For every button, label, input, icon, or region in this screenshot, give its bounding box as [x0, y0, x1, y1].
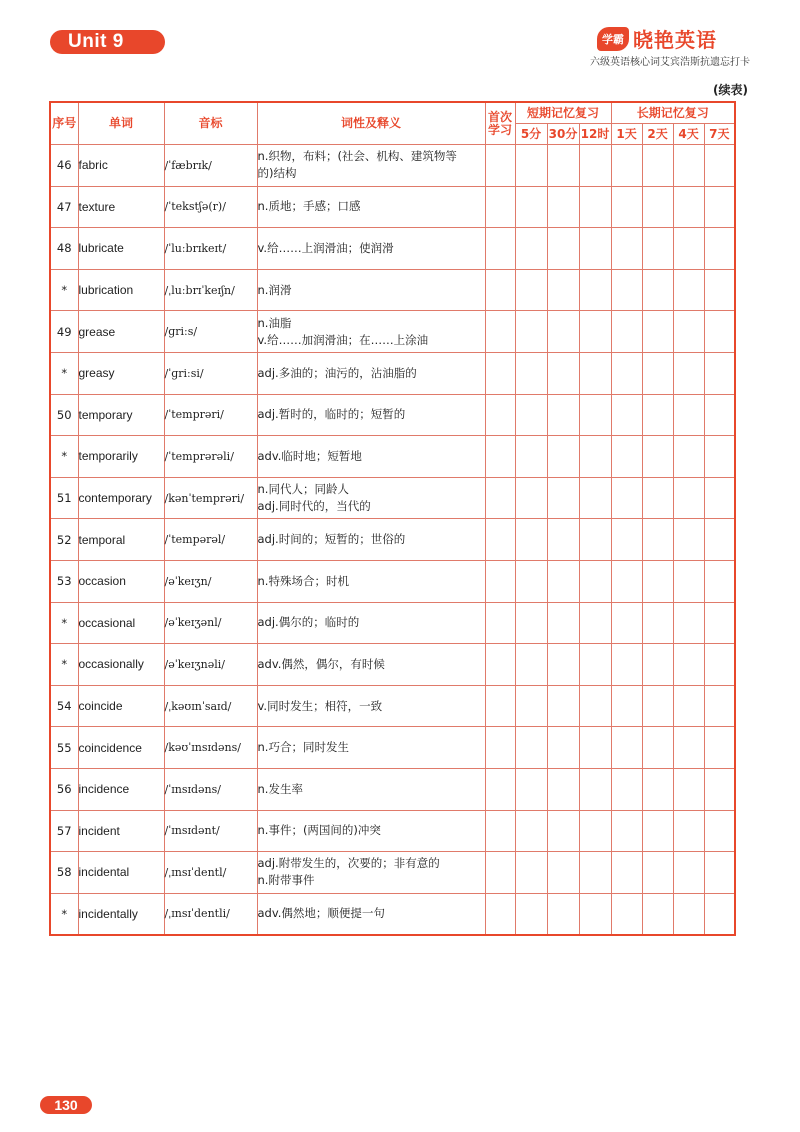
table-row	[50, 352, 735, 394]
check-short-5min[interactable]	[515, 560, 547, 602]
row-definition	[257, 519, 485, 561]
table-row	[50, 602, 735, 644]
definition-line: n.发生率	[257, 781, 303, 796]
check-long-2d[interactable]	[642, 644, 673, 686]
check-short-12h[interactable]	[579, 685, 611, 727]
row-definition	[257, 269, 485, 311]
definition-line: n.巧合；同时发生	[257, 740, 349, 755]
check-long-2d[interactable]	[642, 145, 673, 187]
check-short-30min[interactable]	[547, 145, 579, 187]
check-long-2d[interactable]	[642, 394, 673, 436]
check-short-5min[interactable]	[515, 186, 547, 228]
row-definition	[257, 145, 485, 187]
check-first-study[interactable]	[485, 810, 515, 852]
check-long-1d[interactable]	[611, 768, 642, 810]
row-number: 54	[50, 685, 78, 727]
row-phonetic: /əˈkeɪʒənl/	[164, 602, 257, 644]
check-long-2d[interactable]	[642, 436, 673, 478]
check-long-4d[interactable]	[673, 852, 704, 894]
check-long-7d[interactable]	[704, 602, 735, 644]
check-long-7d[interactable]	[704, 644, 735, 686]
check-short-5min[interactable]	[515, 477, 547, 519]
check-short-30min[interactable]	[547, 311, 579, 353]
check-short-30min[interactable]	[547, 477, 579, 519]
check-long-7d[interactable]	[704, 852, 735, 894]
check-short-30min[interactable]	[547, 644, 579, 686]
check-short-12h[interactable]	[579, 352, 611, 394]
check-long-7d[interactable]	[704, 394, 735, 436]
check-long-2d[interactable]	[642, 685, 673, 727]
row-number: 53	[50, 560, 78, 602]
check-short-5min[interactable]	[515, 810, 547, 852]
row-number: *	[50, 644, 78, 686]
check-short-12h[interactable]	[579, 560, 611, 602]
row-definition	[257, 768, 485, 810]
row-phonetic: /əˈkeɪʒnəli/	[164, 644, 257, 686]
check-long-4d[interactable]	[673, 477, 704, 519]
check-short-30min[interactable]	[547, 519, 579, 561]
row-word: occasionally	[78, 644, 164, 686]
definition-line: 的)结构	[257, 166, 297, 181]
check-short-12h[interactable]	[579, 852, 611, 894]
definition-line: n.织物，布料；(社会、机构、建筑物等	[257, 149, 457, 164]
row-definition	[257, 228, 485, 270]
row-phonetic: /kənˈtemprəri/	[164, 477, 257, 519]
check-long-2d[interactable]	[642, 810, 673, 852]
row-word: incidence	[78, 768, 164, 810]
check-long-1d[interactable]	[611, 519, 642, 561]
check-long-7d[interactable]	[704, 228, 735, 270]
check-long-7d[interactable]	[704, 685, 735, 727]
row-number: 56	[50, 768, 78, 810]
unit-tab: Unit 9	[50, 30, 165, 54]
check-short-12h[interactable]	[579, 269, 611, 311]
check-short-5min[interactable]	[515, 269, 547, 311]
row-number: 52	[50, 519, 78, 561]
definition-line: n.油脂	[257, 315, 292, 330]
row-definition	[257, 352, 485, 394]
row-number: 47	[50, 186, 78, 228]
definition-line: adv.临时地；短暂地	[257, 448, 362, 463]
row-definition	[257, 311, 485, 353]
check-long-4d[interactable]	[673, 269, 704, 311]
definition-line: v.给……加润滑油；在……上涂油	[257, 332, 429, 347]
check-short-5min[interactable]	[515, 852, 547, 894]
check-long-4d[interactable]	[673, 186, 704, 228]
row-word: temporary	[78, 394, 164, 436]
definition-line: n.质地；手感；口感	[257, 199, 361, 214]
check-long-7d[interactable]	[704, 810, 735, 852]
check-long-4d[interactable]	[673, 145, 704, 187]
table-row	[50, 519, 735, 561]
check-short-12h[interactable]	[579, 602, 611, 644]
check-long-1d[interactable]	[611, 145, 642, 187]
row-definition	[257, 727, 485, 769]
check-long-2d[interactable]	[642, 893, 673, 935]
check-first-study[interactable]	[485, 852, 515, 894]
check-long-2d[interactable]	[642, 768, 673, 810]
check-long-7d[interactable]	[704, 768, 735, 810]
check-long-1d[interactable]	[611, 269, 642, 311]
check-first-study[interactable]	[485, 228, 515, 270]
check-long-7d[interactable]	[704, 893, 735, 935]
definition-line: adj.附带发生的，次要的；非有意的	[257, 856, 440, 871]
row-number: 46	[50, 145, 78, 187]
check-first-study[interactable]	[485, 644, 515, 686]
check-first-study[interactable]	[485, 186, 515, 228]
definition-line: adj.同时代的，当代的	[257, 499, 371, 514]
header-long-2d: 2天	[642, 124, 673, 145]
check-long-1d[interactable]	[611, 852, 642, 894]
check-short-5min[interactable]	[515, 685, 547, 727]
table-row	[50, 852, 735, 894]
header-phonetic: 音标	[164, 102, 257, 145]
row-word: coincide	[78, 685, 164, 727]
table-row	[50, 685, 735, 727]
definition-line: v.给……上润滑油；使润滑	[257, 240, 394, 255]
row-word: incidentally	[78, 893, 164, 935]
row-word: occasional	[78, 602, 164, 644]
vocabulary-table	[49, 101, 736, 936]
row-word: grease	[78, 311, 164, 353]
definition-line: n.附带事件	[257, 873, 315, 888]
table-row	[50, 810, 735, 852]
table-row	[50, 436, 735, 478]
check-first-study[interactable]	[485, 893, 515, 935]
check-short-30min[interactable]	[547, 269, 579, 311]
check-short-12h[interactable]	[579, 145, 611, 187]
row-definition	[257, 436, 485, 478]
check-short-30min[interactable]	[547, 228, 579, 270]
check-short-30min[interactable]	[547, 727, 579, 769]
check-first-study[interactable]	[485, 311, 515, 353]
header-short-term: 短期记忆复习	[515, 102, 611, 124]
row-number: 49	[50, 311, 78, 353]
row-number: *	[50, 269, 78, 311]
check-long-7d[interactable]	[704, 352, 735, 394]
check-short-12h[interactable]	[579, 644, 611, 686]
check-long-2d[interactable]	[642, 852, 673, 894]
check-long-1d[interactable]	[611, 893, 642, 935]
row-number: 57	[50, 810, 78, 852]
check-first-study[interactable]	[485, 560, 515, 602]
row-definition	[257, 186, 485, 228]
check-first-study[interactable]	[485, 602, 515, 644]
row-word: greasy	[78, 352, 164, 394]
table-row	[50, 145, 735, 187]
check-first-study[interactable]	[485, 269, 515, 311]
check-first-study[interactable]	[485, 768, 515, 810]
check-short-5min[interactable]	[515, 727, 547, 769]
check-long-7d[interactable]	[704, 727, 735, 769]
check-long-1d[interactable]	[611, 186, 642, 228]
row-phonetic: /ˈtemprəri/	[164, 394, 257, 436]
row-phonetic: /ˌɪnsɪˈdentli/	[164, 893, 257, 935]
check-short-12h[interactable]	[579, 810, 611, 852]
row-phonetic: /ˈtekstʃə(r)/	[164, 186, 257, 228]
brand-logo	[597, 24, 717, 53]
table-row	[50, 269, 735, 311]
check-short-30min[interactable]	[547, 560, 579, 602]
check-first-study[interactable]	[485, 727, 515, 769]
check-long-7d[interactable]	[704, 145, 735, 187]
check-long-1d[interactable]	[611, 394, 642, 436]
check-long-4d[interactable]	[673, 311, 704, 353]
row-phonetic: /ˌkəʊɪnˈsaɪd/	[164, 685, 257, 727]
check-first-study[interactable]	[485, 352, 515, 394]
row-number: *	[50, 893, 78, 935]
row-definition	[257, 852, 485, 894]
check-long-4d[interactable]	[673, 394, 704, 436]
check-short-12h[interactable]	[579, 768, 611, 810]
check-short-12h[interactable]	[579, 477, 611, 519]
header-long-1d: 1天	[611, 124, 642, 145]
check-short-30min[interactable]	[547, 685, 579, 727]
definition-line: n.同代人；同龄人	[257, 482, 349, 497]
check-long-4d[interactable]	[673, 519, 704, 561]
check-long-7d[interactable]	[704, 186, 735, 228]
definition-line: n.事件；(两国间的)冲突	[257, 823, 381, 838]
check-short-12h[interactable]	[579, 436, 611, 478]
check-short-30min[interactable]	[547, 186, 579, 228]
row-number: *	[50, 602, 78, 644]
header-long-7d: 7天	[704, 124, 735, 145]
check-long-1d[interactable]	[611, 560, 642, 602]
row-number: *	[50, 352, 78, 394]
header-long-term: 长期记忆复习	[611, 102, 735, 124]
check-short-5min[interactable]	[515, 352, 547, 394]
check-long-4d[interactable]	[673, 768, 704, 810]
check-long-4d[interactable]	[673, 644, 704, 686]
check-short-5min[interactable]	[515, 519, 547, 561]
definition-line: adj.时间的；短暂的；世俗的	[257, 532, 406, 547]
table-row	[50, 186, 735, 228]
header-short-30min: 30分	[547, 124, 579, 145]
check-short-12h[interactable]	[579, 311, 611, 353]
header-definition: 词性及释义	[257, 102, 485, 145]
definition-line: v.同时发生；相符，一致	[257, 698, 383, 713]
check-long-1d[interactable]	[611, 228, 642, 270]
check-short-12h[interactable]	[579, 228, 611, 270]
check-long-4d[interactable]	[673, 685, 704, 727]
check-first-study[interactable]	[485, 519, 515, 561]
check-long-4d[interactable]	[673, 352, 704, 394]
row-phonetic: /kəʊˈɪnsɪdəns/	[164, 727, 257, 769]
row-word: texture	[78, 186, 164, 228]
table-row	[50, 893, 735, 935]
check-short-12h[interactable]	[579, 519, 611, 561]
row-definition	[257, 893, 485, 935]
check-long-7d[interactable]	[704, 560, 735, 602]
row-word: lubricate	[78, 228, 164, 270]
row-phonetic: /ɡriːs/	[164, 311, 257, 353]
table-row	[50, 768, 735, 810]
check-short-30min[interactable]	[547, 893, 579, 935]
check-long-7d[interactable]	[704, 436, 735, 478]
row-number: 51	[50, 477, 78, 519]
check-short-30min[interactable]	[547, 852, 579, 894]
check-long-7d[interactable]	[704, 477, 735, 519]
row-phonetic: /ˈtempərəl/	[164, 519, 257, 561]
check-short-30min[interactable]	[547, 436, 579, 478]
definition-line: adj.多油的；油污的，沾油脂的	[257, 365, 417, 380]
check-first-study[interactable]	[485, 477, 515, 519]
row-phonetic: /ˈfæbrɪk/	[164, 145, 257, 187]
row-phonetic: /ˈluːbrɪkeɪt/	[164, 228, 257, 270]
check-long-2d[interactable]	[642, 311, 673, 353]
row-word: contemporary	[78, 477, 164, 519]
check-long-1d[interactable]	[611, 810, 642, 852]
row-word: incidental	[78, 852, 164, 894]
row-definition	[257, 602, 485, 644]
header-index: 序号	[50, 102, 78, 145]
check-short-5min[interactable]	[515, 768, 547, 810]
row-word: temporal	[78, 519, 164, 561]
table-row	[50, 394, 735, 436]
check-short-5min[interactable]	[515, 311, 547, 353]
row-word: occasion	[78, 560, 164, 602]
check-long-2d[interactable]	[642, 727, 673, 769]
row-definition	[257, 644, 485, 686]
check-short-5min[interactable]	[515, 602, 547, 644]
check-long-2d[interactable]	[642, 352, 673, 394]
check-short-5min[interactable]	[515, 644, 547, 686]
check-long-2d[interactable]	[642, 519, 673, 561]
check-long-2d[interactable]	[642, 186, 673, 228]
header-short-12h: 12时	[579, 124, 611, 145]
header-long-4d: 4天	[673, 124, 704, 145]
check-short-5min[interactable]	[515, 893, 547, 935]
check-long-1d[interactable]	[611, 685, 642, 727]
row-phonetic: /ˈɪnsɪdənt/	[164, 810, 257, 852]
definition-line: adv.偶然地；顺便提一句	[257, 906, 385, 921]
table-row	[50, 560, 735, 602]
check-long-2d[interactable]	[642, 228, 673, 270]
continued-label: (续表)	[713, 83, 748, 97]
definition-line: adv.偶然，偶尔，有时候	[257, 656, 385, 671]
check-short-30min[interactable]	[547, 768, 579, 810]
definition-line: adj.偶尔的；临时的	[257, 615, 360, 630]
check-short-5min[interactable]	[515, 436, 547, 478]
table-row	[50, 228, 735, 270]
row-phonetic: /ˈtemprərəli/	[164, 436, 257, 478]
table-row	[50, 311, 735, 353]
page-subtitle: 六级英语核心词艾宾浩斯抗遗忘打卡	[590, 57, 750, 68]
check-long-2d[interactable]	[642, 269, 673, 311]
vocabulary-rows	[50, 145, 735, 936]
check-long-1d[interactable]	[611, 477, 642, 519]
definition-line: adj.暂时的，临时的；短暂的	[257, 407, 406, 422]
row-number: 55	[50, 727, 78, 769]
check-long-2d[interactable]	[642, 477, 673, 519]
check-long-4d[interactable]	[673, 810, 704, 852]
check-first-study[interactable]	[485, 685, 515, 727]
check-short-30min[interactable]	[547, 602, 579, 644]
check-long-4d[interactable]	[673, 602, 704, 644]
check-short-12h[interactable]	[579, 186, 611, 228]
row-number: 50	[50, 394, 78, 436]
row-phonetic: /əˈkeɪʒn/	[164, 560, 257, 602]
table-row	[50, 727, 735, 769]
row-word: lubrication	[78, 269, 164, 311]
definition-line: n.润滑	[257, 282, 292, 297]
check-long-4d[interactable]	[673, 436, 704, 478]
check-long-1d[interactable]	[611, 644, 642, 686]
row-phonetic: /ˈɪnsɪdəns/	[164, 768, 257, 810]
check-long-7d[interactable]	[704, 519, 735, 561]
check-short-5min[interactable]	[515, 228, 547, 270]
check-first-study[interactable]	[485, 436, 515, 478]
check-short-30min[interactable]	[547, 394, 579, 436]
logo-badge-icon: 学霸	[597, 27, 629, 51]
header-first-study: 首次学习	[485, 102, 515, 145]
check-short-5min[interactable]	[515, 394, 547, 436]
row-definition	[257, 560, 485, 602]
row-number: 48	[50, 228, 78, 270]
check-long-1d[interactable]	[611, 602, 642, 644]
check-long-7d[interactable]	[704, 269, 735, 311]
row-word: fabric	[78, 145, 164, 187]
check-long-4d[interactable]	[673, 727, 704, 769]
check-first-study[interactable]	[485, 394, 515, 436]
row-definition	[257, 477, 485, 519]
check-short-30min[interactable]	[547, 352, 579, 394]
header-short-5min: 5分	[515, 124, 547, 145]
check-long-4d[interactable]	[673, 893, 704, 935]
row-number: 58	[50, 852, 78, 894]
row-word: coincidence	[78, 727, 164, 769]
check-short-12h[interactable]	[579, 893, 611, 935]
check-long-4d[interactable]	[673, 228, 704, 270]
check-long-1d[interactable]	[611, 311, 642, 353]
definition-line: n.特殊场合；时机	[257, 573, 349, 588]
check-short-5min[interactable]	[515, 145, 547, 187]
row-word: temporarily	[78, 436, 164, 478]
check-short-30min[interactable]	[547, 810, 579, 852]
row-phonetic: /ˈɡriːsi/	[164, 352, 257, 394]
row-definition	[257, 685, 485, 727]
row-word: incident	[78, 810, 164, 852]
check-long-4d[interactable]	[673, 560, 704, 602]
table-row	[50, 644, 735, 686]
table-row	[50, 477, 735, 519]
row-definition	[257, 394, 485, 436]
check-first-study[interactable]	[485, 145, 515, 187]
check-long-2d[interactable]	[642, 560, 673, 602]
check-short-12h[interactable]	[579, 727, 611, 769]
check-long-1d[interactable]	[611, 352, 642, 394]
row-phonetic: /ˌɪnsɪˈdentl/	[164, 852, 257, 894]
row-definition	[257, 810, 485, 852]
page-number: 130	[40, 1096, 92, 1114]
logo-text: 晓艳英语	[633, 28, 717, 52]
check-long-1d[interactable]	[611, 436, 642, 478]
row-number: *	[50, 436, 78, 478]
check-long-1d[interactable]	[611, 727, 642, 769]
check-long-7d[interactable]	[704, 311, 735, 353]
header-word: 单词	[78, 102, 164, 145]
check-short-12h[interactable]	[579, 394, 611, 436]
row-phonetic: /ˌluːbrɪˈkeɪʃn/	[164, 269, 257, 311]
check-long-2d[interactable]	[642, 602, 673, 644]
